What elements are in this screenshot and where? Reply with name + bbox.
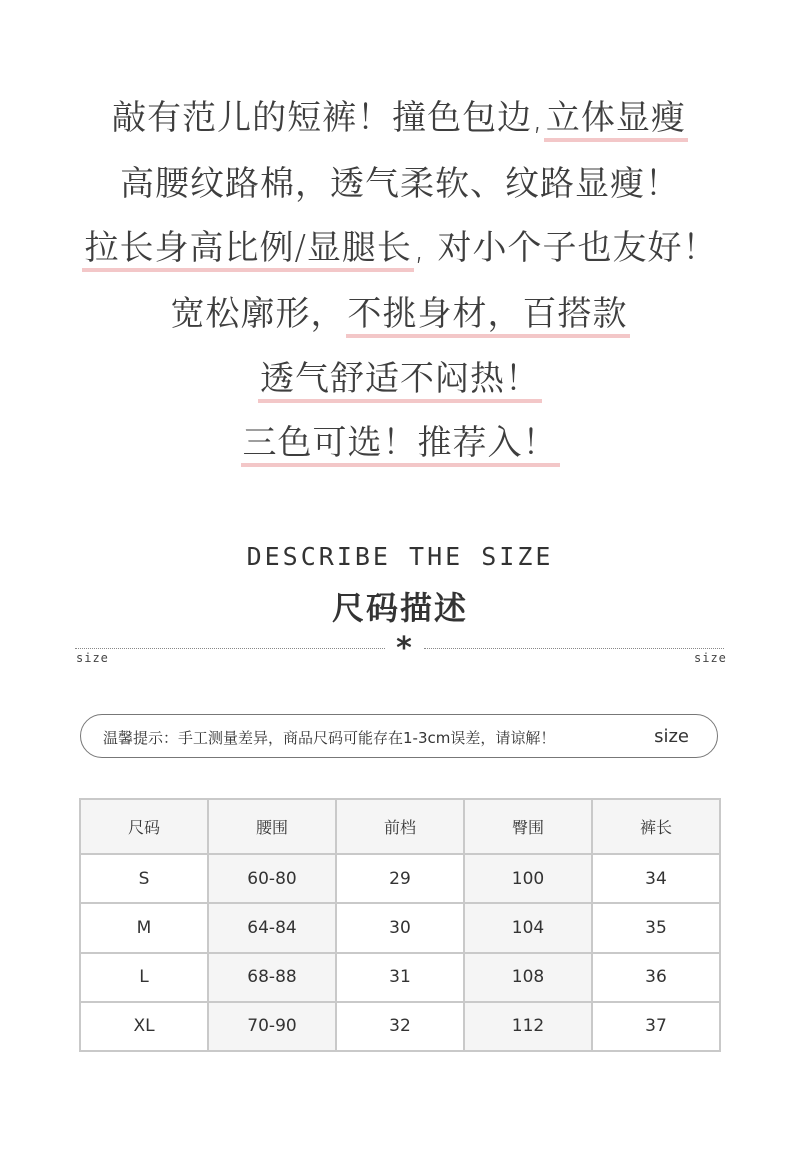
intro-line-6-highlight: 三色可选！推荐入！ — [241, 423, 560, 467]
header-length: 裤长 — [592, 799, 720, 854]
intro-line-3 — [0, 226, 800, 270]
size-label-left: size — [76, 651, 109, 665]
cell-size: M — [80, 903, 208, 952]
cell-length: 37 — [592, 1002, 720, 1051]
table-row — [80, 953, 720, 1002]
header-size: 尺码 — [80, 799, 208, 854]
cell-hip: 104 — [464, 903, 592, 952]
cell-front-rise: 29 — [336, 854, 464, 903]
cell-waist: 70-90 — [208, 1002, 336, 1051]
cell-length: 36 — [592, 953, 720, 1002]
table-header-row — [80, 799, 720, 854]
intro-line-5 — [0, 357, 800, 401]
table-row — [80, 854, 720, 903]
intro-line-4-text: 宽松廓形， — [170, 294, 346, 334]
intro-line-1-text: 敲有范儿的短裤！撞色包边, — [112, 98, 544, 138]
intro-line-2-text: 高腰纹路棉，透气柔软、纹路显瘦！ — [120, 164, 680, 204]
section-title-cn: 尺码描述 — [331, 589, 468, 627]
notice-text: 温馨提示：手工测量差异，商品尺码可能存在1-3cm误差，请谅解！ — [103, 729, 556, 747]
cell-front-rise: 32 — [336, 1002, 464, 1051]
cell-hip: 112 — [464, 1002, 592, 1051]
divider-right — [424, 648, 724, 649]
intro-line-6 — [0, 421, 800, 465]
intro-line-1 — [0, 96, 800, 140]
table-row — [80, 903, 720, 952]
cell-hip: 108 — [464, 953, 592, 1002]
header-hip: 臀围 — [464, 799, 592, 854]
cell-waist: 64-84 — [208, 903, 336, 952]
cell-size: L — [80, 953, 208, 1002]
intro-line-4-highlight: 不挑身材，百搭款 — [346, 294, 630, 338]
divider-left — [75, 648, 385, 649]
header-front-rise: 前档 — [336, 799, 464, 854]
cell-size: S — [80, 854, 208, 903]
size-table — [79, 798, 721, 1052]
cell-front-rise: 31 — [336, 953, 464, 1002]
intro-line-3-text: , 对小个子也友好！ — [413, 228, 718, 268]
header-waist: 腰围 — [208, 799, 336, 854]
intro-line-3-highlight: 拉长身高比例/显腿长 — [82, 228, 413, 272]
table-row — [80, 1002, 720, 1051]
notice-box — [80, 714, 718, 758]
cell-length: 34 — [592, 854, 720, 903]
intro-line-5-highlight: 透气舒适不闷热！ — [258, 359, 542, 403]
cell-front-rise: 30 — [336, 903, 464, 952]
intro-line-4 — [0, 292, 800, 336]
notice-size-tag: size — [654, 726, 689, 747]
cell-length: 35 — [592, 903, 720, 952]
cell-waist: 68-88 — [208, 953, 336, 1002]
size-label-right: size — [694, 651, 727, 665]
asterisk-icon: * — [396, 631, 412, 666]
section-title-en: DESCRIBE THE SIZE — [246, 542, 554, 571]
cell-waist: 60-80 — [208, 854, 336, 903]
intro-line-2 — [0, 162, 800, 206]
cell-hip: 100 — [464, 854, 592, 903]
intro-line-1-highlight: 立体显瘦 — [544, 98, 688, 142]
cell-size: XL — [80, 1002, 208, 1051]
